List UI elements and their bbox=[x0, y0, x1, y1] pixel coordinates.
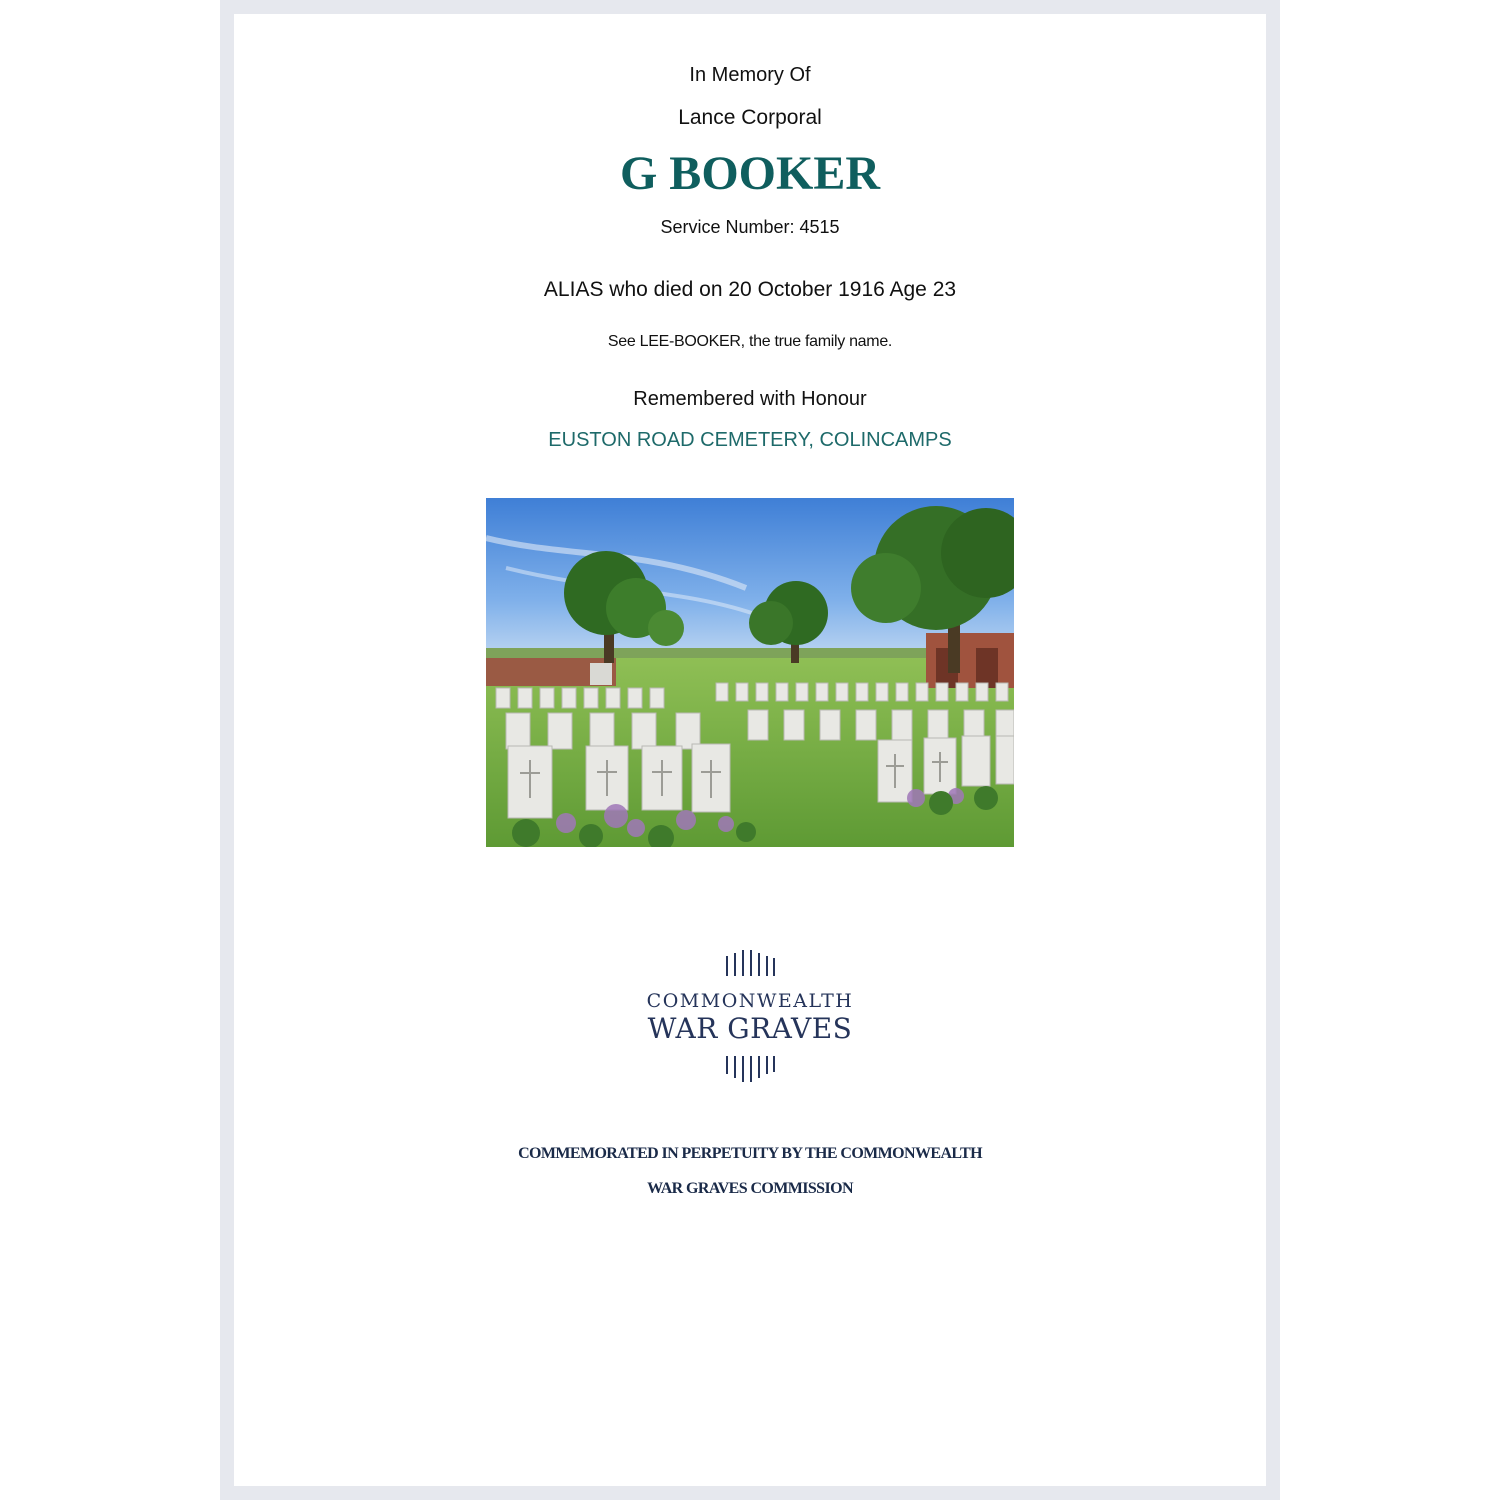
casualty-name: G BOOKER bbox=[619, 147, 881, 200]
service-number: Service Number: 4515 bbox=[660, 217, 840, 237]
logo-bars-bottom-icon bbox=[630, 1056, 870, 1082]
cwgc-logo bbox=[630, 948, 870, 1088]
in-memory-heading: In Memory Of bbox=[689, 64, 811, 86]
death-details: ALIAS who died on 20 October 1916 Age 23 bbox=[543, 278, 957, 301]
remembered-with-honour: Remembered with Honour bbox=[633, 388, 867, 410]
commemoration-line-2: WAR GRAVES COMMISSION bbox=[647, 1180, 853, 1197]
cemetery-photo bbox=[486, 498, 1014, 847]
rank: Lance Corporal bbox=[678, 106, 822, 129]
logo-bars-top-icon bbox=[630, 950, 870, 976]
logo-commonwealth: COMMONWEALTH bbox=[646, 990, 854, 1012]
commemoration-line-1: COMMEMORATED IN PERPETUITY BY THE COMMONWEALTH bbox=[518, 1145, 982, 1162]
logo-war-graves: WAR GRAVES bbox=[647, 1012, 853, 1045]
family-name-note: See LEE-BOOKER, the true family name. bbox=[607, 333, 893, 350]
cemetery-name: EUSTON ROAD CEMETERY, COLINCAMPS bbox=[548, 429, 952, 451]
